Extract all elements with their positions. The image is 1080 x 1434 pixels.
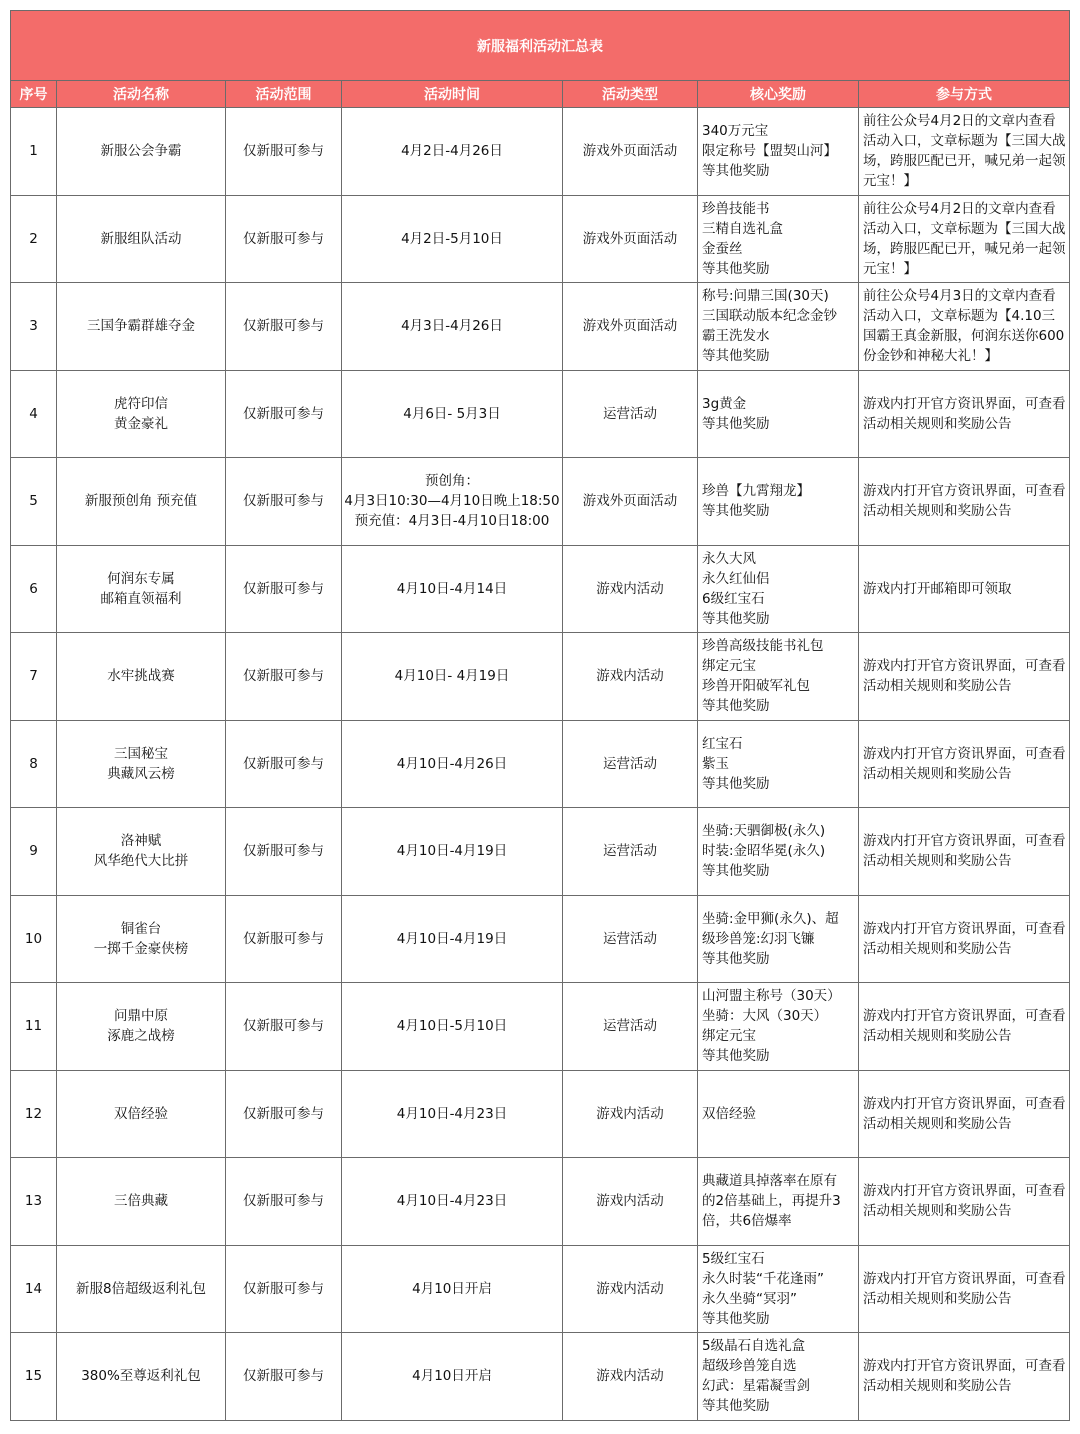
cell-scope: 仅新服可参与 xyxy=(226,195,342,283)
activity-name-line: 新服预创角 预充值 xyxy=(84,493,198,510)
header-time: 活动时间 xyxy=(342,81,563,108)
cell-time xyxy=(342,633,563,721)
reward-line: 坐骑:金甲狮(永久)、超 xyxy=(702,910,839,927)
cell-no: 14 xyxy=(11,1245,57,1333)
cell-time xyxy=(342,720,563,808)
cell-rewards xyxy=(698,808,859,896)
reward-line: 金蚕丝 xyxy=(702,240,743,257)
reward-line: 等其他奖励 xyxy=(702,348,770,365)
activity-time-line: 4月2日-5月10日 xyxy=(401,230,503,247)
cell-type: 游戏外页面活动 xyxy=(563,458,698,546)
reward-line: 红宝石 xyxy=(702,735,743,752)
reward-line: 三国联动版本纪念金钞 xyxy=(702,308,837,325)
reward-line: 永久大风 xyxy=(702,550,756,567)
participation-text: 前往公众号4月2日的文章内查看活动入口，文章标题为【三国大战场，跨服匹配已开，喊兄弟一起领元宝！】 xyxy=(863,113,1066,190)
reward-line: 等其他奖励 xyxy=(702,163,770,180)
participation-text: 游戏内打开官方资讯界面，可查看活动相关规则和奖励公告 xyxy=(863,658,1066,695)
cell-name xyxy=(57,1070,226,1158)
activity-name-line: 新服组队活动 xyxy=(100,230,182,247)
participation-text: 游戏内打开邮箱即可领取 xyxy=(863,580,1012,597)
cell-time xyxy=(342,895,563,983)
header-row xyxy=(11,81,1070,108)
activity-time-line: 4月3日10:30—4月10日晚上18:50 xyxy=(344,493,560,510)
reward-line: 等其他奖励 xyxy=(702,415,770,432)
cell-rewards xyxy=(698,1158,859,1246)
table-row xyxy=(11,370,1070,458)
cell-no: 6 xyxy=(11,545,57,633)
header-type: 活动类型 xyxy=(563,81,698,108)
cell-time xyxy=(342,195,563,283)
reward-line: 时装:金昭华冕(永久) xyxy=(702,843,826,860)
activity-summary-sheet xyxy=(10,10,1069,1421)
cell-time xyxy=(342,283,563,371)
activity-name-line: 380%至尊返利礼包 xyxy=(81,1368,201,1385)
reward-line: 超级珍兽笼自选 xyxy=(702,1358,797,1375)
cell-method xyxy=(859,983,1070,1071)
table-row xyxy=(11,1158,1070,1246)
cell-rewards xyxy=(698,1333,859,1421)
cell-method xyxy=(859,195,1070,283)
activity-time-line: 4月10日-4月14日 xyxy=(396,580,508,597)
reward-line: 称号:问鼎三国(30天) xyxy=(702,288,829,305)
cell-no: 4 xyxy=(11,370,57,458)
table-body xyxy=(11,108,1070,1421)
cell-name xyxy=(57,720,226,808)
reward-line: 5级红宝石 xyxy=(702,1250,765,1267)
table-row xyxy=(11,283,1070,371)
cell-no: 9 xyxy=(11,808,57,896)
cell-rewards xyxy=(698,1245,859,1333)
cell-type: 游戏内活动 xyxy=(563,1158,698,1246)
activity-time-line: 4月10日-4月23日 xyxy=(396,1193,508,1210)
reward-line: 双倍经验 xyxy=(702,1105,756,1122)
reward-line: 级珍兽笼:幻羽飞镰 xyxy=(702,930,815,947)
reward-line: 等其他奖励 xyxy=(702,1048,770,1065)
activity-name-line: 双倍经验 xyxy=(114,1105,168,1122)
table-row xyxy=(11,1245,1070,1333)
cell-time xyxy=(342,983,563,1071)
cell-name xyxy=(57,1333,226,1421)
cell-no: 12 xyxy=(11,1070,57,1158)
cell-type: 游戏外页面活动 xyxy=(563,195,698,283)
cell-method xyxy=(859,720,1070,808)
reward-line: 等其他奖励 xyxy=(702,503,770,520)
cell-scope: 仅新服可参与 xyxy=(226,983,342,1071)
activity-time-line: 4月10日-4月23日 xyxy=(396,1105,508,1122)
cell-no: 11 xyxy=(11,983,57,1071)
cell-scope: 仅新服可参与 xyxy=(226,633,342,721)
activity-name-line: 三国争霸群雄夺金 xyxy=(87,318,195,335)
cell-name xyxy=(57,808,226,896)
activity-name-line: 何润东专属 xyxy=(107,570,175,587)
cell-no: 15 xyxy=(11,1333,57,1421)
cell-name xyxy=(57,983,226,1071)
cell-method xyxy=(859,1333,1070,1421)
cell-rewards xyxy=(698,195,859,283)
activity-name-line: 洛神赋 xyxy=(120,833,162,850)
cell-rewards xyxy=(698,633,859,721)
participation-text: 游戏内打开官方资讯界面，可查看活动相关规则和奖励公告 xyxy=(863,1270,1066,1307)
reward-line: 坐骑:天驷御极(永久) xyxy=(702,823,826,840)
reward-line: 典藏道具掉落率在原有 xyxy=(702,1173,837,1190)
table-row xyxy=(11,108,1070,196)
cell-rewards xyxy=(698,895,859,983)
cell-time xyxy=(342,1333,563,1421)
cell-time xyxy=(342,808,563,896)
cell-rewards xyxy=(698,1070,859,1158)
activity-name-line: 虎符印信 xyxy=(114,395,168,412)
activity-name-line: 黄金豪礼 xyxy=(114,415,168,432)
cell-name xyxy=(57,195,226,283)
table-row xyxy=(11,1333,1070,1421)
cell-no: 10 xyxy=(11,895,57,983)
cell-name xyxy=(57,283,226,371)
cell-method xyxy=(859,1070,1070,1158)
participation-text: 游戏内打开官方资讯界面，可查看活动相关规则和奖励公告 xyxy=(863,1095,1066,1132)
cell-rewards xyxy=(698,458,859,546)
cell-name xyxy=(57,1158,226,1246)
reward-line: 紫玉 xyxy=(702,755,729,772)
activity-time-line: 4月2日-4月26日 xyxy=(401,143,503,160)
cell-no: 5 xyxy=(11,458,57,546)
cell-no: 1 xyxy=(11,108,57,196)
participation-text: 前往公众号4月2日的文章内查看活动入口，文章标题为【三国大战场，跨服匹配已开，喊兄弟一起领元宝！】 xyxy=(863,200,1066,277)
cell-type: 游戏内活动 xyxy=(563,1070,698,1158)
cell-name xyxy=(57,545,226,633)
activity-name-line: 三国秘宝 xyxy=(114,745,168,762)
activity-time-line: 4月10日-5月10日 xyxy=(396,1018,508,1035)
reward-line: 珍兽技能书 xyxy=(702,200,770,217)
cell-no: 8 xyxy=(11,720,57,808)
cell-name xyxy=(57,633,226,721)
cell-scope: 仅新服可参与 xyxy=(226,808,342,896)
cell-time xyxy=(342,458,563,546)
cell-rewards xyxy=(698,983,859,1071)
reward-line: 5级晶石自选礼盒 xyxy=(702,1338,806,1355)
reward-line: 340万元宝 xyxy=(702,123,769,140)
reward-line: 等其他奖励 xyxy=(702,260,770,277)
reward-line: 等其他奖励 xyxy=(702,950,770,967)
participation-text: 游戏内打开官方资讯界面，可查看活动相关规则和奖励公告 xyxy=(863,920,1066,957)
table-row xyxy=(11,195,1070,283)
cell-time xyxy=(342,545,563,633)
cell-time xyxy=(342,1158,563,1246)
header-no: 序号 xyxy=(11,81,57,108)
participation-text: 游戏内打开官方资讯界面，可查看活动相关规则和奖励公告 xyxy=(863,833,1066,870)
participation-text: 游戏内打开官方资讯界面，可查看活动相关规则和奖励公告 xyxy=(863,483,1066,520)
cell-method xyxy=(859,633,1070,721)
participation-text: 前往公众号4月3日的文章内查看活动入口，文章标题为【4.10三国霸王真金新服，何润东送你600份金钞和神秘大礼！】 xyxy=(863,288,1065,365)
reward-line: 6级红宝石 xyxy=(702,590,765,607)
reward-line: 珍兽高级技能书礼包 xyxy=(702,638,824,655)
reward-line: 坐骑：大风（30天） xyxy=(702,1008,828,1025)
cell-type: 游戏外页面活动 xyxy=(563,283,698,371)
reward-line: 限定称号【盟契山河】 xyxy=(702,143,837,160)
cell-scope: 仅新服可参与 xyxy=(226,1245,342,1333)
cell-type: 运营活动 xyxy=(563,808,698,896)
participation-text: 游戏内打开官方资讯界面，可查看活动相关规则和奖励公告 xyxy=(863,1358,1066,1395)
cell-method xyxy=(859,283,1070,371)
reward-line: 珍兽【九霄翔龙】 xyxy=(702,483,810,500)
activity-name-line: 新服公会争霸 xyxy=(100,143,182,160)
cell-rewards xyxy=(698,108,859,196)
participation-text: 游戏内打开官方资讯界面，可查看活动相关规则和奖励公告 xyxy=(863,1183,1066,1220)
cell-time xyxy=(342,1245,563,1333)
cell-type: 游戏内活动 xyxy=(563,633,698,721)
activity-time-line: 4月10日-4月19日 xyxy=(396,930,508,947)
cell-method xyxy=(859,545,1070,633)
activity-name-line: 问鼎中原 xyxy=(114,1008,168,1025)
reward-line: 等其他奖励 xyxy=(702,863,770,880)
reward-line: 幻武：星霜凝雪剑 xyxy=(702,1378,810,1395)
cell-scope: 仅新服可参与 xyxy=(226,1158,342,1246)
participation-text: 游戏内打开官方资讯界面，可查看活动相关规则和奖励公告 xyxy=(863,745,1066,782)
reward-line: 永久坐骑“冥羽” xyxy=(702,1290,797,1307)
table-row xyxy=(11,720,1070,808)
cell-type: 运营活动 xyxy=(563,895,698,983)
participation-text: 游戏内打开官方资讯界面，可查看活动相关规则和奖励公告 xyxy=(863,1008,1066,1045)
cell-method xyxy=(859,895,1070,983)
cell-no: 3 xyxy=(11,283,57,371)
cell-type: 游戏内活动 xyxy=(563,545,698,633)
activity-time-line: 4月6日- 5月3日 xyxy=(403,405,501,422)
activity-time-line: 预创角： xyxy=(425,473,479,490)
reward-line: 霸王洗发水 xyxy=(702,328,770,345)
cell-scope: 仅新服可参与 xyxy=(226,720,342,808)
cell-type: 游戏内活动 xyxy=(563,1245,698,1333)
cell-scope: 仅新服可参与 xyxy=(226,108,342,196)
cell-rewards xyxy=(698,720,859,808)
cell-no: 7 xyxy=(11,633,57,721)
reward-line: 珍兽开阳破军礼包 xyxy=(702,678,810,695)
cell-name xyxy=(57,895,226,983)
reward-line: 山河盟主称号（30天） xyxy=(702,988,841,1005)
cell-method xyxy=(859,808,1070,896)
activity-name-line: 风华绝代大比拼 xyxy=(93,853,189,870)
activity-name-line: 新服8倍超级返利礼包 xyxy=(75,1280,207,1297)
cell-method xyxy=(859,458,1070,546)
cell-type: 运营活动 xyxy=(563,983,698,1071)
cell-scope: 仅新服可参与 xyxy=(226,370,342,458)
table-row xyxy=(11,808,1070,896)
cell-name xyxy=(57,108,226,196)
activity-time-line: 4月10日开启 xyxy=(412,1368,492,1385)
table-row xyxy=(11,1070,1070,1158)
header-name: 活动名称 xyxy=(57,81,226,108)
cell-scope: 仅新服可参与 xyxy=(226,1070,342,1158)
cell-name xyxy=(57,1245,226,1333)
table-row xyxy=(11,983,1070,1071)
cell-type: 游戏内活动 xyxy=(563,1333,698,1421)
activity-time-line: 4月10日-4月19日 xyxy=(396,843,508,860)
activity-time-line: 4月10日-4月26日 xyxy=(396,755,508,772)
cell-type: 运营活动 xyxy=(563,370,698,458)
activity-name-line: 涿鹿之战榜 xyxy=(107,1028,175,1045)
cell-method xyxy=(859,370,1070,458)
activity-table xyxy=(10,10,1070,1421)
reward-line: 绑定元宝 xyxy=(702,1028,756,1045)
reward-line: 的2倍基础上，再提升3 xyxy=(702,1193,841,1210)
cell-name xyxy=(57,458,226,546)
cell-rewards xyxy=(698,370,859,458)
header-scope: 活动范围 xyxy=(226,81,342,108)
reward-line: 三精自选礼盒 xyxy=(702,220,783,237)
activity-name-line: 邮箱直领福利 xyxy=(100,590,182,607)
activity-name-line: 典藏风云榜 xyxy=(107,765,175,782)
reward-line: 等其他奖励 xyxy=(702,1310,770,1327)
cell-method xyxy=(859,1245,1070,1333)
cell-time xyxy=(342,370,563,458)
activity-time-line: 4月3日-4月26日 xyxy=(401,318,503,335)
activity-time-line: 预充值：4月3日-4月10日18:00 xyxy=(354,513,550,530)
table-row xyxy=(11,633,1070,721)
cell-method xyxy=(859,1158,1070,1246)
reward-line: 3g黄金 xyxy=(702,395,747,412)
participation-text: 游戏内打开官方资讯界面，可查看活动相关规则和奖励公告 xyxy=(863,395,1066,432)
activity-name-line: 铜雀台 xyxy=(120,920,162,937)
cell-type: 运营活动 xyxy=(563,720,698,808)
activity-name-line: 水牢挑战赛 xyxy=(107,668,175,685)
cell-no: 2 xyxy=(11,195,57,283)
reward-line: 等其他奖励 xyxy=(702,775,770,792)
table-row xyxy=(11,895,1070,983)
reward-line: 绑定元宝 xyxy=(702,658,756,675)
cell-method xyxy=(859,108,1070,196)
cell-name xyxy=(57,370,226,458)
cell-type: 游戏外页面活动 xyxy=(563,108,698,196)
cell-scope: 仅新服可参与 xyxy=(226,1333,342,1421)
reward-line: 等其他奖励 xyxy=(702,1398,770,1415)
activity-time-line: 4月10日- 4月19日 xyxy=(394,668,510,685)
reward-line: 永久红仙侣 xyxy=(702,570,770,587)
reward-line: 倍，共6倍爆率 xyxy=(702,1213,792,1230)
cell-rewards xyxy=(698,283,859,371)
header-rewards: 核心奖励 xyxy=(698,81,859,108)
table-row xyxy=(11,545,1070,633)
table-title: 新服福利活动汇总表 xyxy=(11,11,1070,81)
reward-line: 永久时装“千花逢雨” xyxy=(702,1270,824,1287)
cell-time xyxy=(342,1070,563,1158)
cell-scope: 仅新服可参与 xyxy=(226,458,342,546)
cell-time xyxy=(342,108,563,196)
activity-time-line: 4月10日开启 xyxy=(412,1280,492,1297)
cell-scope: 仅新服可参与 xyxy=(226,895,342,983)
activity-name-line: 三倍典藏 xyxy=(114,1193,168,1210)
table-row xyxy=(11,458,1070,546)
cell-no: 13 xyxy=(11,1158,57,1246)
cell-rewards xyxy=(698,545,859,633)
cell-scope: 仅新服可参与 xyxy=(226,283,342,371)
activity-name-line: 一掷千金豪侠榜 xyxy=(93,940,189,957)
cell-scope: 仅新服可参与 xyxy=(226,545,342,633)
reward-line: 等其他奖励 xyxy=(702,698,770,715)
reward-line: 等其他奖励 xyxy=(702,610,770,627)
header-method: 参与方式 xyxy=(859,81,1070,108)
